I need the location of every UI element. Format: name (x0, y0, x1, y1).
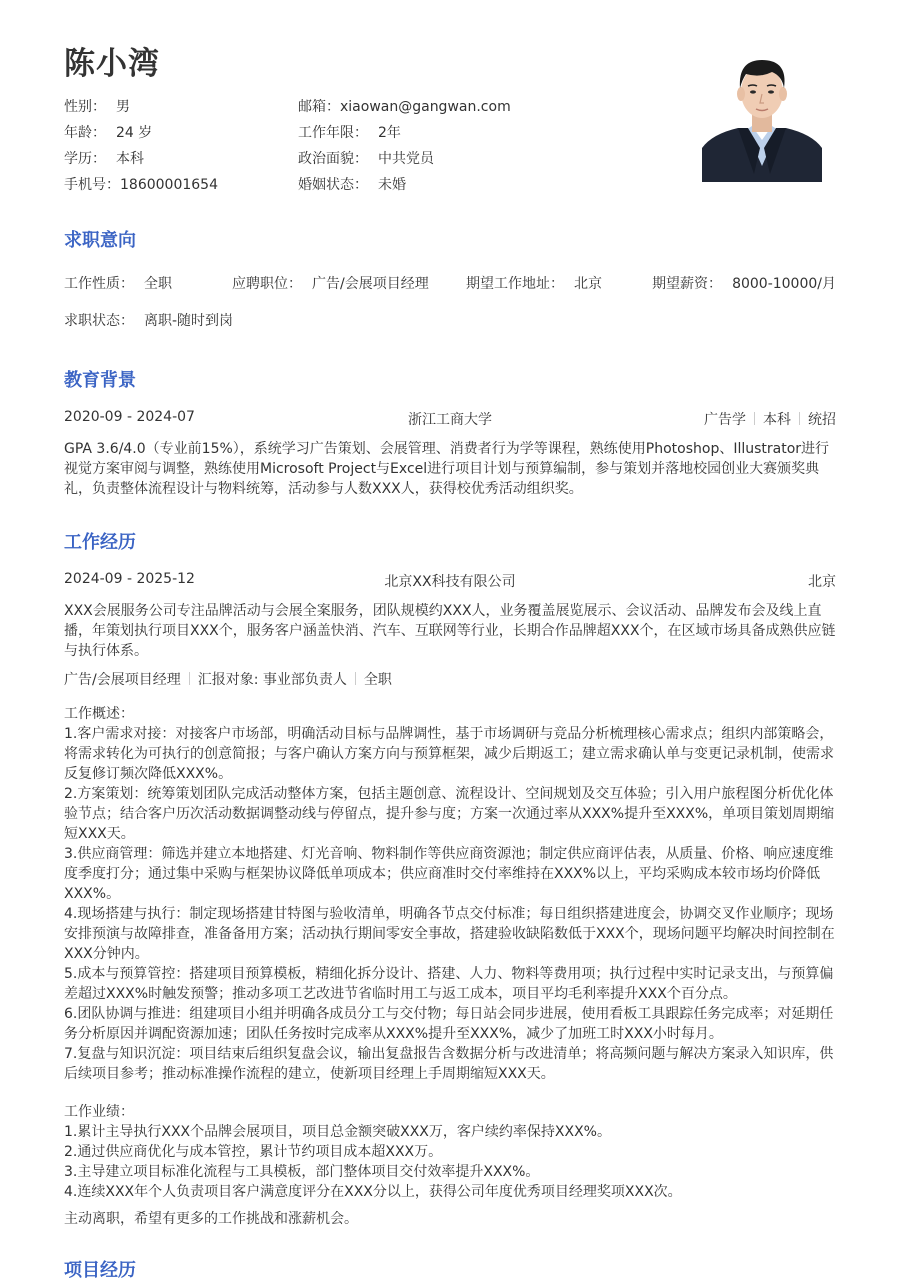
work-overview (64, 704, 836, 1084)
intent-position-value: 广告/会展项目经理 (312, 276, 429, 292)
phone-label: 手机号： (64, 177, 120, 193)
intent-status-value: 离职-随时到岗 (144, 313, 234, 329)
intent-section-title: 求职意向 (64, 230, 136, 251)
phone-value: 18600001654 (120, 177, 218, 193)
overview-item: 7.复盘与知识沉淀：项目结束后组织复盘会议，输出复盘报告含数据分析与改进清单；将高频问题与解决方案录入知识库，供后续项目参考；推动标准操作流程的建立，使新项目经理上手周期缩短XXX天。 (64, 1046, 834, 1082)
tag-separator (189, 672, 190, 685)
age-label: 年龄： (64, 125, 106, 141)
intent-location-value: 北京 (574, 276, 602, 292)
info-gender (64, 96, 130, 116)
education-degree: 本科 (763, 412, 791, 428)
education-label: 学历： (64, 151, 106, 167)
work-achievements (64, 1102, 836, 1202)
work-job-type: 全职 (363, 672, 392, 688)
education-mode: 统招 (808, 412, 836, 428)
work-years-label: 工作年限： (298, 125, 368, 141)
info-work-years (298, 122, 401, 142)
work-overview-title: 工作概述： (64, 706, 134, 722)
overview-item: 2.方案策划：统筹策划团队完成活动整体方案，包括主题创意、流程设计、空间规划及交互体验；引入用户旅程图分析优化体验节点；结合客户历次活动数据调整动线与停留点，提升参与度；方案一次通过率从XXX%提升至XXX%，单项目策划周期缩短XXX天。 (64, 786, 835, 842)
achievement-item: 4.连续XXX年个人负责项目客户满意度评分在XXX分以上，获得公司年度优秀项目经理奖项XXX次。 (64, 1184, 682, 1200)
achievement-item: 2.通过供应商优化与成本管控，累计节约项目成本超XXX万。 (64, 1144, 443, 1160)
marital-label: 婚姻状态： (298, 177, 368, 193)
tag-separator (754, 412, 755, 425)
work-role: 广告/会展项目经理 (64, 672, 181, 688)
email-label: 邮箱： (298, 99, 340, 115)
work-period: 2024-09 - 2025-12 (64, 571, 195, 587)
education-value: 本科 (116, 151, 144, 167)
info-education (64, 148, 144, 168)
achievement-item: 3.主导建立项目标准化流程与工具模板，部门整体项目交付效率提升XXX%。 (64, 1164, 540, 1180)
education-period: 2020-09 - 2024-07 (64, 409, 195, 425)
candidate-name: 陈小湾 (64, 46, 160, 82)
education-description: GPA 3.6/4.0（专业前15%），系统学习广告策划、会展管理、消费者行为学等课程，熟练使用Photoshop、Illustrator进行视觉方案审阅与调整，熟练使用Microsoft Project与Excel进行项目计划与预算编制，参与策划并落地校园创业大赛颁奖典礼，负责整体流程设计与物料统筹，活动参与人数XXX人，获得校优秀活动组织奖。 (64, 441, 830, 497)
intent-position (232, 273, 429, 293)
intent-status (64, 310, 233, 330)
achievement-item: 1.累计主导执行XXX个品牌会展项目，项目总金额突破XXX万，客户续约率保持XXX%。 (64, 1124, 611, 1140)
portrait-photo (702, 48, 822, 182)
tag-separator (799, 412, 800, 425)
overview-item: 3.供应商管理：筛选并建立本地搭建、灯光音响、物料制作等供应商资源池；制定供应商评估表，从质量、价格、响应速度维度季度打分；通过集中采购与框架协议降低单项成本；供应商准时交付率维持在XXX%以上，平均采购成本较市场均价降低XXX%。 (64, 846, 834, 902)
work-header-row (64, 571, 836, 591)
intent-salary-label: 期望薪资： (652, 276, 723, 292)
projects-section-title: 项目经历 (64, 1260, 136, 1281)
work-years-value: 2年 (378, 125, 401, 141)
political-label: 政治面貌： (298, 151, 368, 167)
intent-status-label: 求职状态： (64, 313, 134, 329)
education-school: 浙江工商大学 (408, 412, 492, 428)
gender-value: 男 (116, 99, 130, 115)
intent-location (466, 273, 602, 293)
education-header-row (64, 409, 836, 429)
intent-type-label: 工作性质： (64, 276, 134, 292)
age-value: 24 岁 (116, 125, 153, 141)
intent-type-value: 全职 (144, 276, 172, 292)
intent-salary (652, 273, 836, 293)
education-tags (704, 409, 836, 429)
work-section-title: 工作经历 (64, 532, 136, 553)
marital-value: 未婚 (378, 177, 406, 193)
work-leave-reason: 主动离职，希望有更多的工作挑战和涨薪机会。 (64, 1211, 358, 1227)
overview-item: 4.现场搭建与执行：制定现场搭建甘特图与验收清单，明确各节点交付标准；每日组织搭建进度会，协调交叉作业顺序；现场安排预演与故障排查，准备备用方案；活动执行期间零安全事故，搭建验收缺陷数低于XXX个，现场问题平均解决时间控制在XXX分钟内。 (64, 906, 835, 962)
intent-salary-value: 8000-10000/月 (732, 276, 836, 292)
education-major: 广告学 (704, 412, 746, 428)
overview-item: 6.团队协调与推进：组建项目小组并明确各成员分工与交付物；每日站会同步进展，使用看板工具跟踪任务完成率；对延期任务分析原因并调配资源加速；团队任务按时完成率从XXX%提升至XXX%，减少了加班工时XXX小时每月。 (64, 1006, 834, 1042)
info-marital (298, 174, 406, 194)
gender-label: 性别： (64, 99, 106, 115)
intent-position-label: 应聘职位： (232, 276, 302, 292)
overview-item: 5.成本与预算管控：搭建项目预算模板，精细化拆分设计、搭建、人力、物料等费用项；执行过程中实时记录支出，与预算偏差超过XXX%时触发预警；推动多项工艺改进节省临时用工与返工成本，项目平均毛利率提升XXX个百分点。 (64, 966, 834, 1002)
education-section-title: 教育背景 (64, 370, 136, 391)
email-value: xiaowan@gangwan.com (340, 99, 511, 115)
info-phone (64, 174, 218, 194)
work-report-to: 汇报对象: 事业部负责人 (197, 672, 347, 688)
work-achievements-title: 工作业绩： (64, 1104, 134, 1120)
tag-separator (355, 672, 356, 685)
work-company: 北京XX科技有限公司 (384, 574, 516, 590)
work-city: 北京 (808, 574, 836, 590)
political-value: 中共党员 (378, 151, 434, 167)
work-company-description: XXX会展服务公司专注品牌活动与会展全案服务，团队规模约XXX人，业务覆盖展览展示、会议活动、品牌发布会及线上直播，年策划执行项目XXX个，服务客户涵盖快消、汽车、互联网等行业，长期合作品牌超XXX个，在区域市场具备成熟供应链与执行体系。 (64, 603, 836, 659)
info-political (298, 148, 434, 168)
work-tags-row (64, 669, 836, 689)
intent-type (64, 273, 172, 293)
intent-location-label: 期望工作地址： (466, 276, 564, 292)
overview-item: 1.客户需求对接：对接客户市场部，明确活动目标与品牌调性，基于市场调研与竞品分析梳理核心需求点；组织内部策略会，将需求转化为可执行的创意简报；与客户确认方案方向与预算框架，减少后期返工；建立需求确认单与变更记录机制，使需求反复修订频次降低XXX%。 (64, 726, 834, 782)
info-email (298, 96, 511, 116)
info-age (64, 122, 152, 142)
